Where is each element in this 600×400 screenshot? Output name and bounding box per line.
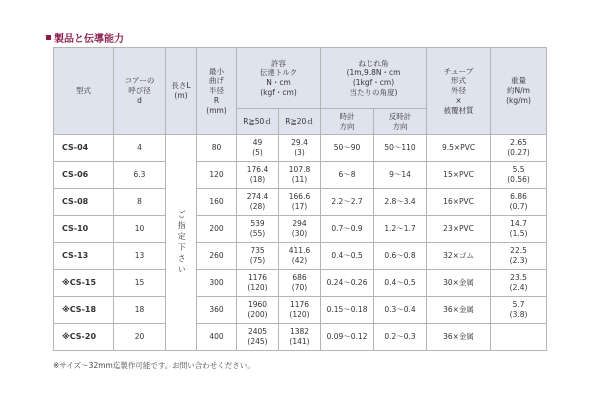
cell-line: 686 bbox=[292, 273, 307, 283]
tube-cell: 23×PVC bbox=[427, 216, 491, 243]
cell-line: (1kgf・cm) bbox=[352, 78, 395, 87]
twist-ccw-cell: 0.4～0.5 bbox=[374, 270, 427, 297]
model-cell: CS-06 bbox=[54, 162, 114, 189]
cell-line: 2405 bbox=[247, 327, 268, 337]
header-bend-radius bbox=[197, 48, 237, 135]
length-note-cell: ご指定下さい bbox=[166, 135, 197, 351]
torque-r50-cell bbox=[237, 270, 279, 297]
twist-cw-cell: 0.4～0.5 bbox=[321, 243, 374, 270]
cell-line: 5.5 bbox=[512, 165, 525, 175]
cell-line: (kg/m) bbox=[506, 95, 531, 105]
cell-line: 当たりの角度) bbox=[349, 87, 398, 97]
cell-line: (120) bbox=[289, 310, 310, 319]
cell-line: (18) bbox=[249, 175, 266, 184]
bend-radius-cell: 200 bbox=[197, 216, 237, 243]
cell-line: 形式 bbox=[451, 76, 467, 86]
cell-line: 2.65 bbox=[510, 138, 527, 148]
cell-line: 294 bbox=[292, 219, 307, 229]
bend-radius-cell: 120 bbox=[197, 162, 237, 189]
cell-line: × bbox=[455, 95, 462, 105]
model-cell: ※CS-18 bbox=[54, 297, 114, 324]
twist-cw-cell: 50～90 bbox=[321, 135, 374, 162]
torque-r50-cell bbox=[237, 189, 279, 216]
core-diameter-cell: 4 bbox=[114, 135, 166, 162]
cell-line: R bbox=[213, 95, 220, 105]
header-core-diameter bbox=[114, 48, 166, 135]
cell-line: 1176 bbox=[247, 273, 268, 283]
spec-table-body bbox=[54, 135, 547, 351]
cell-line: 呼び径 bbox=[128, 86, 151, 96]
torque-r20-cell bbox=[279, 189, 321, 216]
cell-line: 方向 bbox=[392, 121, 408, 131]
twist-ccw-cell: 0.3～0.4 bbox=[374, 297, 427, 324]
cell-line: 735 bbox=[250, 246, 265, 256]
bend-radius-cell: 400 bbox=[197, 324, 237, 351]
torque-r20-cell bbox=[279, 216, 321, 243]
cell-line: (245) bbox=[247, 337, 268, 346]
twist-cw-cell: 0.7～0.9 bbox=[321, 216, 374, 243]
cell-line: 時計 bbox=[339, 111, 355, 121]
model-cell: ※CS-15 bbox=[54, 270, 114, 297]
torque-r50-cell bbox=[237, 297, 279, 324]
cell-line: (kgf・cm) bbox=[260, 87, 297, 97]
cell-line: (5) bbox=[252, 148, 263, 157]
cell-line: コアーの bbox=[124, 76, 155, 86]
bend-radius-cell: 80 bbox=[197, 135, 237, 162]
header-model: 型式 bbox=[54, 48, 114, 135]
cell-line: 外径 bbox=[451, 86, 467, 96]
cell-line: 49 bbox=[252, 138, 263, 148]
cell-line: (3.8) bbox=[509, 310, 528, 319]
cell-line: 274.4 bbox=[246, 192, 269, 202]
weight-cell bbox=[491, 297, 547, 324]
cell-line: 1960 bbox=[247, 300, 268, 310]
cell-line: N・cm bbox=[266, 78, 291, 87]
core-diameter-cell: 15 bbox=[114, 270, 166, 297]
tube-cell: 36×金属 bbox=[427, 297, 491, 324]
cell-line: (0.7) bbox=[509, 202, 528, 211]
weight-cell bbox=[491, 270, 547, 297]
torque-r50-cell bbox=[237, 216, 279, 243]
cell-line: 方向 bbox=[339, 121, 355, 131]
core-diameter-cell: 6.3 bbox=[114, 162, 166, 189]
cell-line: (75) bbox=[249, 256, 266, 265]
torque-r20-cell bbox=[279, 270, 321, 297]
cell-line: (mm) bbox=[206, 105, 227, 115]
torque-r50-cell bbox=[237, 162, 279, 189]
cell-line: 14.7 bbox=[510, 219, 527, 229]
weight-cell bbox=[491, 216, 547, 243]
weight-cell bbox=[491, 162, 547, 189]
model-cell: CS-10 bbox=[54, 216, 114, 243]
cell-line: (28) bbox=[249, 202, 266, 211]
bend-radius-cell: 300 bbox=[197, 270, 237, 297]
twist-cw-cell: 6～8 bbox=[321, 162, 374, 189]
header-tube bbox=[427, 48, 491, 135]
core-diameter-cell: 10 bbox=[114, 216, 166, 243]
cell-line: (1.5) bbox=[509, 229, 528, 238]
cell-line: 411.6 bbox=[288, 246, 311, 256]
tube-cell: 16×PVC bbox=[427, 189, 491, 216]
cell-line: 被覆材質 bbox=[443, 105, 474, 115]
table-row bbox=[54, 162, 547, 189]
cell-line: ねじれ角 bbox=[358, 58, 389, 68]
cell-line: (17) bbox=[291, 202, 308, 211]
cell-line: (55) bbox=[249, 229, 266, 238]
header-weight bbox=[491, 48, 547, 135]
core-diameter-cell: 13 bbox=[114, 243, 166, 270]
table-row bbox=[54, 270, 547, 297]
header-torque-r20: R≧20ｄ bbox=[279, 109, 321, 135]
cell-line: (0.27) bbox=[507, 148, 530, 157]
header-twist-cw bbox=[321, 109, 374, 135]
tube-cell: 9.5×PVC bbox=[427, 135, 491, 162]
header-torque-r50: R≧50ｄ bbox=[237, 109, 279, 135]
cell-line: (m) bbox=[174, 91, 188, 100]
cell-line: 長さL bbox=[171, 81, 191, 91]
cell-line: 重量 bbox=[511, 76, 527, 86]
cell-line: (2.3) bbox=[509, 256, 528, 265]
table-row bbox=[54, 243, 547, 270]
cell-line: 最小 bbox=[209, 66, 224, 76]
torque-r50-cell bbox=[237, 324, 279, 351]
model-cell: CS-08 bbox=[54, 189, 114, 216]
cell-line: (200) bbox=[247, 310, 268, 319]
torque-r50-cell bbox=[237, 243, 279, 270]
twist-cw-cell: 2.2～2.7 bbox=[321, 189, 374, 216]
section-title: 製品と伝導能力 bbox=[54, 34, 124, 45]
cell-line: 1382 bbox=[289, 327, 310, 337]
cell-line: 1176 bbox=[289, 300, 310, 310]
cell-line: (1m,9.8N・cm bbox=[346, 68, 401, 78]
cell-line: 23.5 bbox=[510, 273, 527, 283]
cell-line: 107.8 bbox=[288, 165, 311, 175]
twist-cw-cell: 0.24～0.26 bbox=[321, 270, 374, 297]
cell-line: 166.6 bbox=[288, 192, 311, 202]
section-heading bbox=[46, 30, 124, 45]
twist-ccw-cell: 2.8～3.4 bbox=[374, 189, 427, 216]
twist-ccw-cell: 1.2～1.7 bbox=[374, 216, 427, 243]
twist-ccw-cell: 50～110 bbox=[374, 135, 427, 162]
model-cell: CS-04 bbox=[54, 135, 114, 162]
cell-line: 29.4 bbox=[291, 138, 308, 148]
spec-table bbox=[53, 47, 547, 351]
cell-line: 176.4 bbox=[246, 165, 269, 175]
cell-line: 半径 bbox=[209, 86, 224, 96]
cell-line: 反時計 bbox=[388, 111, 412, 121]
header-twist-group bbox=[321, 48, 427, 109]
torque-r20-cell bbox=[279, 243, 321, 270]
cell-line: 22.5 bbox=[510, 246, 527, 256]
cell-line: 約N/m bbox=[507, 86, 530, 96]
weight-cell bbox=[491, 189, 547, 216]
torque-r20-cell bbox=[279, 324, 321, 351]
cell-line: (3) bbox=[294, 148, 305, 157]
core-diameter-cell: 18 bbox=[114, 297, 166, 324]
square-bullet-icon bbox=[46, 35, 51, 40]
model-cell: CS-13 bbox=[54, 243, 114, 270]
bend-radius-cell: 160 bbox=[197, 189, 237, 216]
core-diameter-cell: 8 bbox=[114, 189, 166, 216]
model-cell: ※CS-20 bbox=[54, 324, 114, 351]
twist-ccw-cell: 0.6～0.8 bbox=[374, 243, 427, 270]
cell-line: (42) bbox=[291, 256, 308, 265]
torque-r50-cell bbox=[237, 135, 279, 162]
weight-cell bbox=[491, 135, 547, 162]
cell-line: 6.86 bbox=[510, 192, 527, 202]
cell-line: 5.7 bbox=[512, 300, 525, 310]
table-row bbox=[54, 189, 547, 216]
tube-cell: 30×金属 bbox=[427, 270, 491, 297]
header-twist-ccw bbox=[374, 109, 427, 135]
cell-line: (0.56) bbox=[507, 175, 530, 184]
tube-cell: 36×金属 bbox=[427, 324, 491, 351]
torque-r20-cell bbox=[279, 297, 321, 324]
twist-cw-cell: 0.15～0.18 bbox=[321, 297, 374, 324]
cell-line: (30) bbox=[291, 229, 308, 238]
cell-line: d bbox=[137, 95, 142, 105]
tube-cell: 15×PVC bbox=[427, 162, 491, 189]
bend-radius-cell: 260 bbox=[197, 243, 237, 270]
table-row bbox=[54, 135, 547, 162]
torque-r20-cell bbox=[279, 162, 321, 189]
cell-line: 曲げ bbox=[209, 76, 224, 86]
core-diameter-cell: 20 bbox=[114, 324, 166, 351]
cell-line: (2.4) bbox=[509, 283, 528, 292]
footnote: ※サイズ～32mm迄製作可能です。お問い合わせください。 bbox=[53, 361, 255, 370]
cell-line: (141) bbox=[289, 337, 310, 346]
header-length bbox=[166, 48, 197, 135]
cell-line: (11) bbox=[291, 175, 308, 184]
table-row bbox=[54, 324, 547, 351]
bend-radius-cell: 360 bbox=[197, 297, 237, 324]
weight-cell bbox=[491, 324, 547, 351]
cell-line: 539 bbox=[250, 219, 265, 229]
twist-cw-cell: 0.09～0.12 bbox=[321, 324, 374, 351]
weight-cell bbox=[491, 243, 547, 270]
twist-ccw-cell: 0.2～0.3 bbox=[374, 324, 427, 351]
torque-r20-cell bbox=[279, 135, 321, 162]
cell-line: (120) bbox=[247, 283, 268, 292]
cell-line: 許容 bbox=[271, 58, 286, 68]
header-torque-group bbox=[237, 48, 321, 109]
twist-ccw-cell: 9～14 bbox=[374, 162, 427, 189]
cell-line: (70) bbox=[291, 283, 308, 292]
cell-line: チューブ bbox=[443, 66, 474, 76]
cell-line: 伝達トルク bbox=[259, 68, 298, 78]
table-row bbox=[54, 216, 547, 243]
tube-cell: 32×ゴム bbox=[427, 243, 491, 270]
table-row bbox=[54, 297, 547, 324]
